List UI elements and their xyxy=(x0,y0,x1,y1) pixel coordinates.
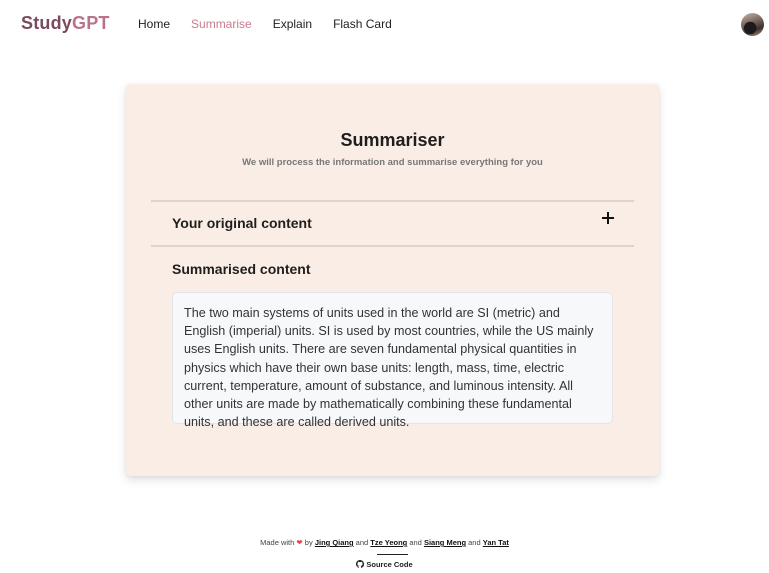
github-icon xyxy=(356,560,364,568)
logo-gpt: GPT xyxy=(72,13,110,33)
footer-divider xyxy=(377,554,408,555)
made-with-text: Made with xyxy=(260,538,295,547)
divider xyxy=(151,245,634,247)
source-code-label: Source Code xyxy=(366,560,413,569)
author-link-siang-meng[interactable]: Siang Meng xyxy=(423,538,467,547)
summary-text-box: The two main systems of units used in the world are SI (metric) and English (imperial) units. SI is used by most countries, while the US mainly uses English units. There are seven fundamental physical quantities in physics which have their own base units: length, mass, time, electric current, temperature, amount of substance, and luminous intensity. All other units are made by mathematically combining these fundamental units, and these are called derived units. xyxy=(172,292,613,424)
nav-home[interactable]: Home xyxy=(138,17,171,31)
author-link-tze-yeong[interactable]: Tze Yeong xyxy=(370,538,408,547)
author-link-yan-tat[interactable]: Yan Tat xyxy=(482,538,509,547)
nav-links xyxy=(138,17,413,31)
divider xyxy=(151,200,634,202)
and-text: and xyxy=(409,538,422,547)
author-link-jing-qiang[interactable]: Jing Qiang xyxy=(314,538,354,547)
footer xyxy=(0,538,769,547)
nav-summarise[interactable]: Summarise xyxy=(191,17,252,31)
by-text: by xyxy=(304,538,313,547)
source-code-link[interactable] xyxy=(0,560,769,569)
logo[interactable] xyxy=(21,13,110,34)
user-avatar-icon[interactable] xyxy=(741,13,764,36)
plus-icon[interactable] xyxy=(602,212,614,224)
navbar xyxy=(0,0,769,50)
and-text: and xyxy=(355,538,369,547)
original-content-toggle[interactable]: Your original content xyxy=(172,215,312,231)
summarised-content-heading: Summarised content xyxy=(172,261,311,277)
heart-icon: ❤ xyxy=(296,538,303,547)
nav-explain[interactable]: Explain xyxy=(272,17,313,31)
and-text: and xyxy=(468,538,481,547)
nav-flash-card[interactable]: Flash Card xyxy=(333,17,392,31)
page-title: Summariser xyxy=(340,130,445,150)
page-subtitle: We will process the information and summarise everything for you xyxy=(242,157,543,168)
summariser-card xyxy=(126,84,659,476)
logo-study: Study xyxy=(21,13,73,33)
